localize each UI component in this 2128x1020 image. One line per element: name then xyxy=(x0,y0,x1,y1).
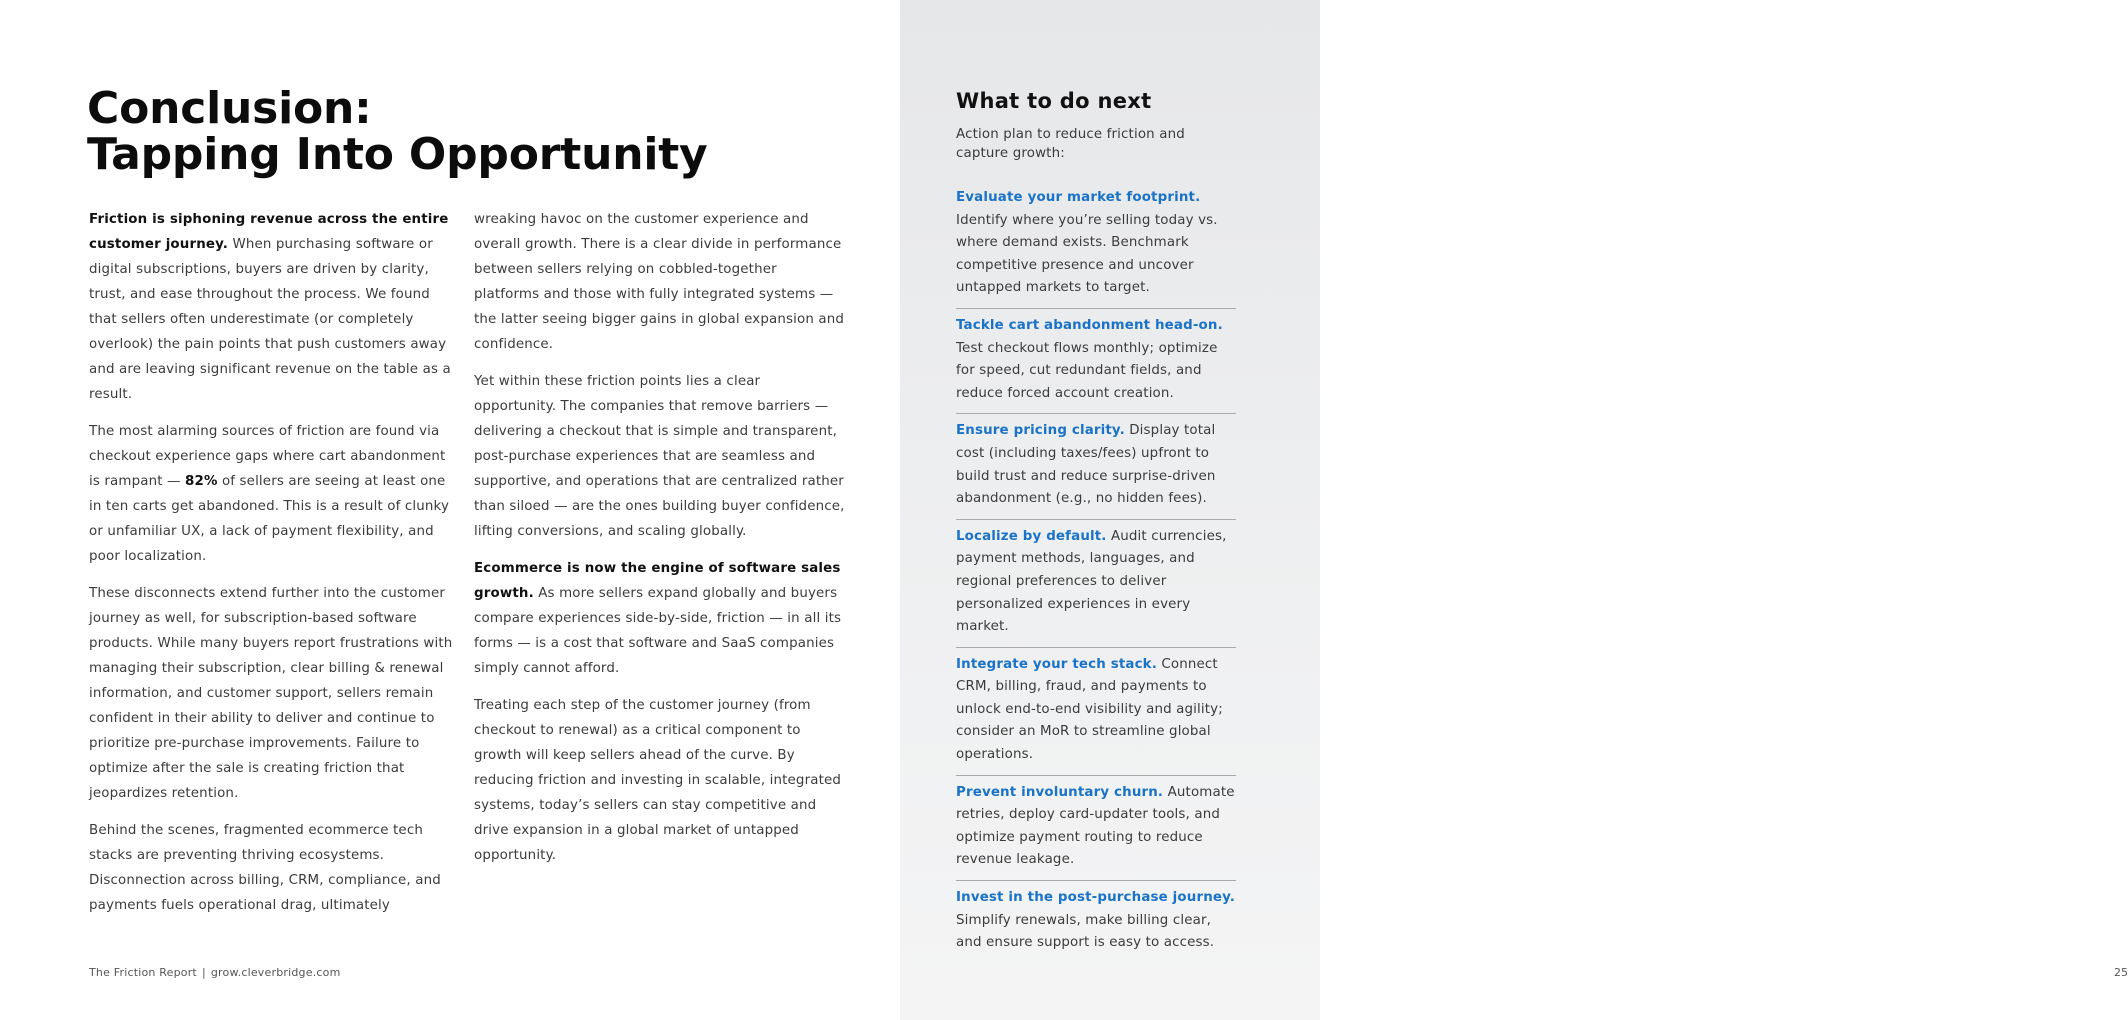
paragraph-ecommerce-engine xyxy=(474,556,846,681)
action-item-post-purchase xyxy=(956,887,1236,963)
paragraph-friction xyxy=(89,207,459,407)
action-text: Connect CRM, billing, fraud, and payments to unlock end-to-end visibility and agility; consider an MoR to streamline global operations. xyxy=(956,656,1223,763)
paragraph-tech-stacks: Behind the scenes, fragmented ecommerce tech stacks are preventing thriving ecosystems. Disconnection across billing, CRM, compliance, and payments fuels operational drag, ultimately xyxy=(89,823,441,913)
footer-separator: | xyxy=(201,966,206,979)
paragraph-checkout-text-a: The most alarming sources of friction are found via checkout experience gaps where cart abandonment is rampant — xyxy=(89,424,446,489)
action-item-cart-abandonment xyxy=(956,315,1236,414)
action-heading: Prevent involuntary churn. xyxy=(956,784,1164,800)
paragraph-havoc: wreaking havoc on the customer experience and overall growth. There is a clear divide in performance between sellers relying on cobbled-together platforms and those with fully integrated systems — the latter seeing bigger gains in global expansion and confidence. xyxy=(474,212,845,352)
paragraph-ecommerce-text: As more sellers expand globally and buyers compare experiences side-by-side, friction — in all its forms — is a cost that software and SaaS companies simply cannot afford. xyxy=(474,586,842,676)
paragraph-opportunity: Yet within these friction points lies a clear opportunity. The companies that remove barriers — delivering a checkout that is simple and transparent, post-purchase experiences that are seamless and supportive, and operations that are centralized rather than siloed — are the ones building buyer confidence, lifting conversions, and scaling globally. xyxy=(474,374,845,539)
right-text-column xyxy=(474,207,846,880)
sidebar-title: What to do next xyxy=(956,89,1152,113)
footer-report-name: The Friction Report xyxy=(89,966,197,979)
paragraph-customer-journey: Treating each step of the customer journey (from checkout to renewal) as a critical component to growth will keep sellers ahead of the curve. By reducing friction and investing in scalable, integrated systems, today’s sellers can stay competitive and drive expansion in a global market of untapped opportunity. xyxy=(474,698,842,863)
action-text: Audit currencies, payment methods, languages, and regional preferences to deliver personalized experiences in every market. xyxy=(956,528,1227,635)
main-content xyxy=(0,0,900,1020)
page-title-line-1: Conclusion: xyxy=(87,83,372,134)
action-heading: Integrate your tech stack. xyxy=(956,656,1157,672)
what-to-do-next-sidebar xyxy=(900,0,2128,1020)
action-heading: Ensure pricing clarity. xyxy=(956,423,1125,439)
footer-site-link[interactable]: grow.cleverbridge.com xyxy=(210,966,341,979)
paragraph-checkout-gaps xyxy=(89,419,459,569)
action-plan-list xyxy=(956,187,1236,969)
action-text: Automate retries, deploy card-updater tools, and optimize payment routing to reduce revenue leakage. xyxy=(956,784,1235,868)
lead-in-ecommerce: Ecommerce is now the engine of software sales growth. xyxy=(474,561,841,601)
page-title-line-2: Tapping Into Opportunity xyxy=(87,129,708,180)
action-item-market-footprint xyxy=(956,187,1236,309)
page-title xyxy=(87,83,708,180)
action-item-localize xyxy=(956,526,1236,648)
lead-in-friction: Friction is siphoning revenue across the entire customer journey. xyxy=(89,212,449,252)
action-heading: Invest in the post-purchase journey. xyxy=(956,890,1236,906)
action-item-tech-stack xyxy=(956,654,1236,776)
left-text-column xyxy=(89,207,459,930)
paragraph-checkout-text-b: of sellers are seeing at least one in ten carts get abandoned. This is a result of clunky or unfamiliar UX, a lack of payment flexibility, and poor localization. xyxy=(89,474,450,564)
action-text: Identify where you’re selling today vs. where demand exists. Benchmark competitive presence and uncover untapped markets to target. xyxy=(956,212,1218,296)
action-heading: Evaluate your market footprint. xyxy=(956,190,1201,205)
action-item-involuntary-churn xyxy=(956,782,1236,881)
sidebar-subtitle: Action plan to reduce friction and capture growth: xyxy=(956,127,1185,161)
action-item-pricing-clarity xyxy=(956,420,1236,519)
action-heading: Localize by default. xyxy=(956,528,1107,544)
action-text: Simplify renewals, make billing clear, and ensure support is easy to access. xyxy=(956,912,1215,951)
action-text: Display total cost (including taxes/fees) upfront to build trust and reduce surprise-driven abandonment (e.g., no hidden fees). xyxy=(956,423,1216,507)
paragraph-disconnects: These disconnects extend further into the customer journey as well, for subscription-based software products. While many buyers report frustrations with managing their subscription, clear billing & renewal information, and customer support, sellers remain confident in their ability to deliver and continue to prioritize pre-purchase improvements. Failure to optimize after the sale is creating friction that jeopardizes retention. xyxy=(89,586,453,801)
stat-82-percent: 82% xyxy=(185,474,218,489)
action-heading: Tackle cart abandonment head-on. xyxy=(956,317,1223,333)
footer xyxy=(89,966,341,979)
page-number: 25 xyxy=(2114,966,2128,979)
action-text: Test checkout flows monthly; optimize for speed, cut redundant fields, and reduce forced account creation. xyxy=(956,340,1218,401)
paragraph-friction-text: When purchasing software or digital subscriptions, buyers are driven by clarity, trust, and ease throughout the process. We found that sellers often underestimate (or completely overlook) the pain points that push customers away and are leaving significant revenue on the table as a result. xyxy=(89,237,451,402)
